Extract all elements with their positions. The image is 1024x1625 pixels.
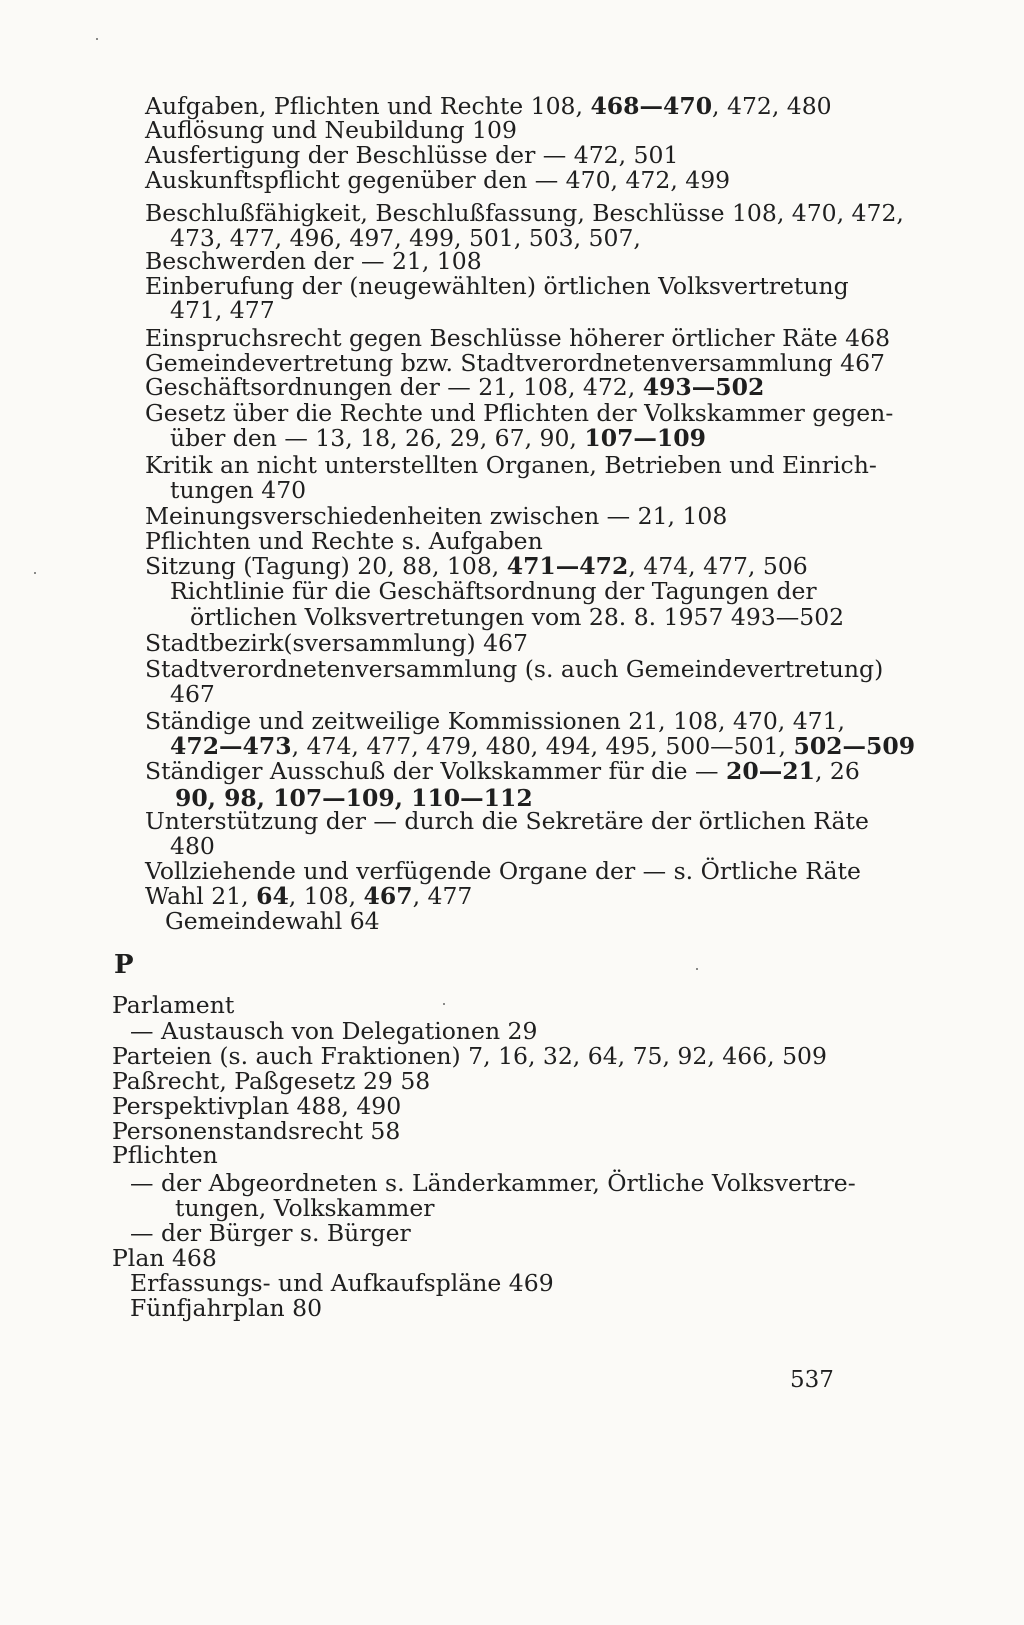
bold-page-ref: 467 [363,882,413,910]
index-line [170,477,306,503]
index-line [145,708,845,734]
index-line [145,808,869,834]
index-line [175,1195,434,1221]
index-text: örtlichen Volksvertretungen vom 28. 8. 1957 493—502 [190,603,845,631]
index-line [170,578,817,604]
index-line [145,400,893,426]
index-line [145,248,482,274]
index-text: Fünfjahrplan 80 [130,1294,323,1322]
index-line [145,858,861,884]
index-line [130,1170,856,1196]
index-line [145,325,890,351]
index-line [165,908,380,934]
print-speck [696,968,698,970]
bold-page-ref: 107—109 [584,424,706,452]
index-text: , 474, 477, 479, 480, 494, 495, 500—501, [291,732,794,760]
section-letter: P [114,950,134,980]
index-text: Pflichten [112,1141,218,1169]
index-text: , 26 [814,757,860,785]
index-line [145,503,727,529]
index-text: , 474, 477, 506 [628,552,808,580]
index-line [190,604,844,630]
index-text: Auskunftspflicht gegenüber den — 470, 472, 499 [145,166,731,194]
index-line [145,883,472,909]
index-line [170,833,215,859]
bold-page-ref: 471—472 [506,552,629,580]
index-line [130,1270,554,1296]
index-text: Vollziehende und verfügende Organe der — s. Örtliche Räte [145,857,861,885]
index-line [112,1245,217,1271]
index-text: Gemeindevertretung bzw. Stadtverordnetenversammlung 467 [145,349,886,377]
index-line [130,1295,322,1321]
index-text: Auflösung und Neubildung 109 [145,116,517,144]
index-text: Ständiger Ausschuß der Volkskammer für die — [145,757,727,785]
index-text: Beschlußfähigkeit, Beschlußfassung, Beschlüsse 108, 470, 472, [145,199,904,227]
index-text: über den — 13, 18, 26, 29, 67, 90, [170,424,585,452]
index-text: Richtlinie für die Geschäftsordnung der Tagungen der [170,577,817,605]
index-text: Einberufung der (neugewählten) örtlichen Volksvertretung [145,272,849,300]
index-line [145,167,730,193]
index-line [170,733,915,759]
index-line [170,297,275,323]
index-text: Aufgaben, Pflichten und Rechte 108, [145,92,591,120]
index-line [145,656,883,682]
index-text: Parlament [112,991,235,1019]
index-text: Beschwerden der — 21, 108 [145,247,482,275]
index-text: Gemeindewahl 64 [165,907,380,935]
index-text: Gesetz über die Rechte und Pflichten der Volkskammer gegen- [145,399,894,427]
index-text: , 477 [412,882,473,910]
bold-page-ref: 472—473 [170,732,292,760]
bold-page-ref: 64 [256,882,289,910]
index-text: Sitzung (Tagung) 20, 88, 108, [145,552,507,580]
index-text: , 472, 480 [712,92,832,120]
index-line [112,992,234,1018]
index-text: Perspektivplan 488, 490 [112,1092,402,1120]
index-line [145,553,808,579]
index-text: Ausfertigung der Beschlüsse der — 472, 501 [145,141,679,169]
index-line [170,425,706,451]
print-speck [96,38,98,40]
index-text: 467 [170,680,215,708]
index-text: Meinungsverschiedenheiten zwischen — 21, 108 [145,502,728,530]
bold-page-ref: 20—21 [726,757,815,785]
page-number: 537 [790,1367,834,1393]
index-text: Stadtbezirk(sversammlung) 467 [145,629,528,657]
index-text: Erfassungs- und Aufkaufspläne 469 [130,1269,554,1297]
print-speck [443,1003,445,1005]
bold-page-ref: 502—509 [793,732,916,760]
bold-page-ref: 468—470 [590,92,713,120]
index-text: Stadtverordnetenversammlung (s. auch Gemeindevertretung) [145,655,884,683]
index-text: Plan 468 [112,1244,217,1272]
index-text: Geschäftsordnungen der — 21, 108, 472, [145,373,643,401]
index-line [145,374,764,400]
index-text: Wahl 21, [145,882,257,910]
index-line [112,1142,218,1168]
index-text: — der Abgeordneten s. Länderkammer, Örtliche Volksvertre- [130,1169,856,1197]
index-text: tungen 470 [170,476,307,504]
index-line [112,1093,401,1119]
index-text: Personenstandsrecht 58 [112,1117,401,1145]
index-line [170,681,215,707]
index-line [145,630,528,656]
index-line [145,452,877,478]
bold-page-ref: 90, 98, 107—109, 110—112 [175,784,533,812]
print-speck [34,572,36,574]
index-text: Pflichten und Rechte s. Aufgaben [145,527,543,555]
index-line [112,1043,827,1069]
index-line [112,1068,430,1094]
index-line [145,142,678,168]
bold-page-ref: 493—502 [642,373,765,401]
index-text: 471, 477 [170,296,275,324]
index-line [145,528,543,554]
index-text: Unterstützung der — durch die Sekretäre der örtlichen Räte [145,807,869,835]
index-text: Parteien (s. auch Fraktionen) 7, 16, 32, 64, 75, 92, 466, 509 [112,1042,827,1070]
index-text: — Austausch von Delegationen 29 [130,1017,538,1045]
index-line [130,1220,411,1246]
index-text: 473, 477, 496, 497, 499, 501, 503, 507, [170,224,641,252]
index-text: tungen, Volkskammer [175,1194,435,1222]
index-text: — der Bürger s. Bürger [130,1219,411,1247]
index-line [145,758,860,784]
index-text: 480 [170,832,215,860]
index-text: Paßrecht, Paßgesetz 29 58 [112,1067,431,1095]
index-text: , 108, [288,882,364,910]
index-text: Einspruchsrecht gegen Beschlüsse höherer örtlicher Räte 468 [145,324,891,352]
index-line [145,200,904,226]
index-line [130,1018,537,1044]
index-text: Ständige und zeitweilige Kommissionen 21, 108, 470, 471, [145,707,846,735]
index-text: Kritik an nicht unterstellten Organen, Betrieben und Einrich- [145,451,877,479]
index-line [145,117,517,143]
